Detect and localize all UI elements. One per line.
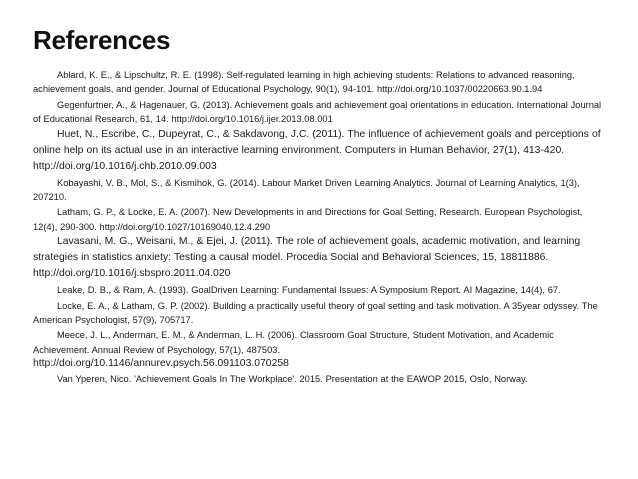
reference-item-kobayashi: Kobayashi, V. B., Mol, S., & Kismihok, G. (2014). Labour Market Driven Learning Analytics. Journal of Learning Analytics, 1(3), 207210. [33,177,580,203]
reference-item-huet: Huet, N., Escribe, C., Dupeyrat, C., & Sakdavong, J.C. (2011). The influence of achievement goals and perceptions of online help on its actual use in an interactive learning environment. Computers in Human Behavior, 27(1), 413-420. http://doi.org/10.1016/j.chb.2010.09.003 [33,128,601,172]
slide-title: References [33,25,171,55]
reference-item-latham: Latham, G. P., & Locke, E. A. (2007). New Developments in and Directions for Goal Setting, Research. European Psychologist, 12(4), 290-300. http://doi.org/10.1027/10169040.12.4.290 [33,207,583,232]
reference-item-meece: Meece, J. L., Anderman, E. M., & Anderman, L. H. (2006). Classroom Goal Structure, Student Motivation, and Academic Achievement. Annual Review of Psychology, 57(1), 487503. [33,330,554,355]
reference-item-ablard: Ablard, K. E., & Lipschultz, R. E. (1998). Self-regulated learning in high achieving students: Relations to advanced reasoning, achievement goals, and gender. Journal of Educational Psychology, 90(1), 94-101. http://doi.org/10.1037/00220663.90.1.94 [33,70,575,95]
reference-item-van-yperen: Van Yperen, Nico. 'Achievement Goals In The Workplace'. 2015. Presentation at the EAWOP 2015, Oslo, Norway. [57,374,528,385]
reference-list [33,68,608,387]
reference-item-locke: Locke, E. A., & Latham, G. P. (2002). Building a practically useful theory of goal setting and task motivation. A 35year odyssey. The American Psychologist, 57(9), 705717. [33,300,598,326]
reference-item-leake: Leake, D. B., & Ram, A. (1993). GoalDriven Learning: Fundamental Issues: A Symposium Report. AI Magazine, 14(4), 67. [57,285,561,296]
reference-item-meece-url: http://doi.org/10.1146/annurev.psych.56.091103.070258 [33,358,289,370]
reference-item-lavasani: Lavasani, M. G., Weisani, M., & Ejei, J. (2011). The role of achievement goals, academic motivation, and learning strategies in statistics anxiety: Testing a causal model. Procedia Social and Behavioral Sciences, 15, 18811886. http://doi.org/10.1016/j.sbspro.2011.04.020 [33,236,581,280]
reference-item-gegenfurtner: Gegenfurtner, A., & Hagenauer, G. (2013). Achievement goals and achievement goal orientations in education. International Journal of Educational Research, 61, 14. http://doi.org/10.1016/j.ijer.2013.08.001 [33,99,602,125]
